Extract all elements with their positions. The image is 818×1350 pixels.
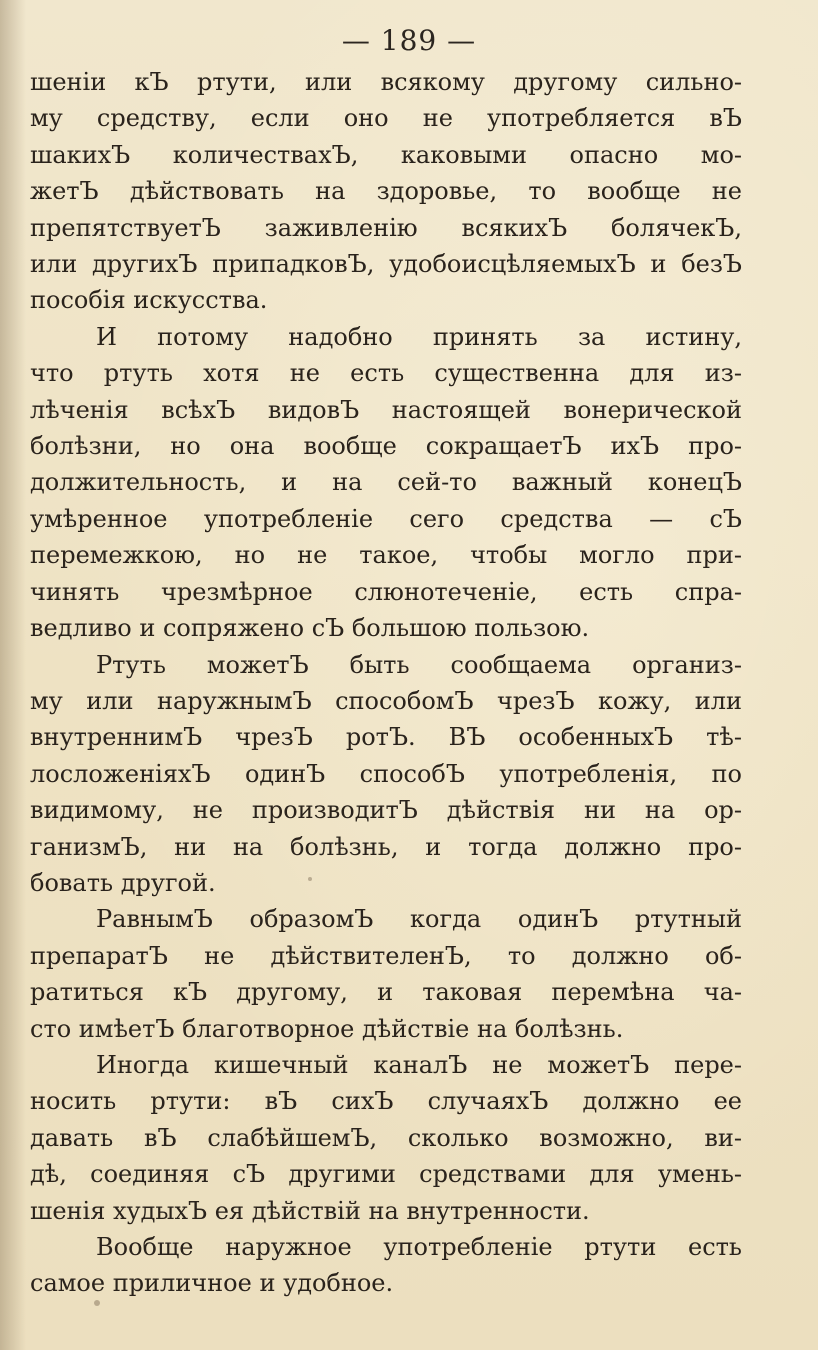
text-line: шенія худыхЪ ея дѣйствій на внутренности. xyxy=(30,1196,590,1225)
text-line: ведливо и сопряжено сЪ большою пользою. xyxy=(30,614,590,643)
text-line: чинять чрезмѣрное слюнотеченіе, есть спра- xyxy=(30,577,742,606)
paragraph-4 xyxy=(30,901,742,1047)
paragraph-1 xyxy=(30,64,742,319)
paragraph-6 xyxy=(30,1229,742,1302)
text-line: дѣ, соединяя сЪ другими средствами для умень- xyxy=(30,1160,742,1189)
text-line: бовать другой. xyxy=(30,868,216,897)
page-number: — 189 — xyxy=(341,24,477,57)
text-line: РавнымЪ образомЪ когда одинЪ ртутный xyxy=(96,905,742,934)
paragraph-5 xyxy=(30,1047,742,1229)
text-line: умѣренное употребленіе сего средства — сЪ xyxy=(30,504,742,533)
text-line: перемежкою, но не такое, чтобы могло при- xyxy=(30,541,742,570)
text-line: жетЪ дѣйствовать на здоровье, то вообще не xyxy=(30,177,742,206)
text-line: болѣзни, но она вообще сокращаетЪ ихЪ про- xyxy=(30,432,742,461)
paper-stain xyxy=(94,1300,100,1306)
paragraph-3 xyxy=(30,647,742,902)
text-line: И потому надобно принять за истину, xyxy=(96,322,742,351)
text-line: внутреннимЪ чрезЪ ротЪ. ВЪ особенныхЪ тѣ- xyxy=(30,723,742,752)
text-line: препаратЪ не дѣйствителенЪ, то должно об- xyxy=(30,941,742,970)
text-line: или другихЪ припадковЪ, удобоисцѣляемыхЪ и безЪ xyxy=(30,250,742,279)
text-line: что ртуть хотя не есть существенна для из- xyxy=(30,359,742,388)
page-body-text xyxy=(30,64,742,1302)
paper-stain xyxy=(308,877,312,881)
text-line: пособія искусства. xyxy=(30,286,268,315)
text-line: носить ртути: вЪ сихЪ случаяхЪ должно ее xyxy=(30,1087,742,1116)
text-line: лосложеніяхЪ одинЪ способЪ употребленія, по xyxy=(30,759,742,788)
text-line: Иногда кишечный каналЪ не можетЪ пере- xyxy=(96,1050,742,1079)
text-line: сто имѣетЪ благотворное дѣйствіе на болѣзнь. xyxy=(30,1014,624,1043)
text-line: му средству, если оно не употребляется вЪ xyxy=(30,104,742,133)
text-line: давать вЪ слабѣйшемЪ, сколько возможно, ви- xyxy=(30,1123,742,1152)
text-line: должительность, и на сей-то важный конецЪ xyxy=(30,468,742,497)
text-line: шеніи кЪ ртути, или всякому другому сильно- xyxy=(30,68,742,96)
text-line: лѣченія всѣхЪ видовЪ настоящей вонерической xyxy=(30,395,742,424)
text-line: видимому, не производитЪ дѣйствія ни на ор- xyxy=(30,796,742,825)
page-spine-shadow xyxy=(0,0,26,1350)
text-line: препятствуетЪ заживленію всякихЪ болячекЪ, xyxy=(30,213,742,242)
text-line: шакихЪ количествахЪ, каковыми опасно мо- xyxy=(30,140,742,169)
text-line: Ртуть можетЪ быть сообщаема организ- xyxy=(96,650,742,679)
text-line: Вообще наружное употребленіе ртути есть xyxy=(96,1233,742,1261)
paragraph-2 xyxy=(30,319,742,647)
text-line: ратиться кЪ другому, и таковая перемѣна ча- xyxy=(30,978,742,1007)
text-line: ганизмЪ, ни на болѣзнь, и тогда должно про- xyxy=(30,832,742,861)
text-line: самое приличное и удобное. xyxy=(30,1269,394,1298)
text-line: му или наружнымЪ способомЪ чрезЪ кожу, или xyxy=(30,686,742,715)
